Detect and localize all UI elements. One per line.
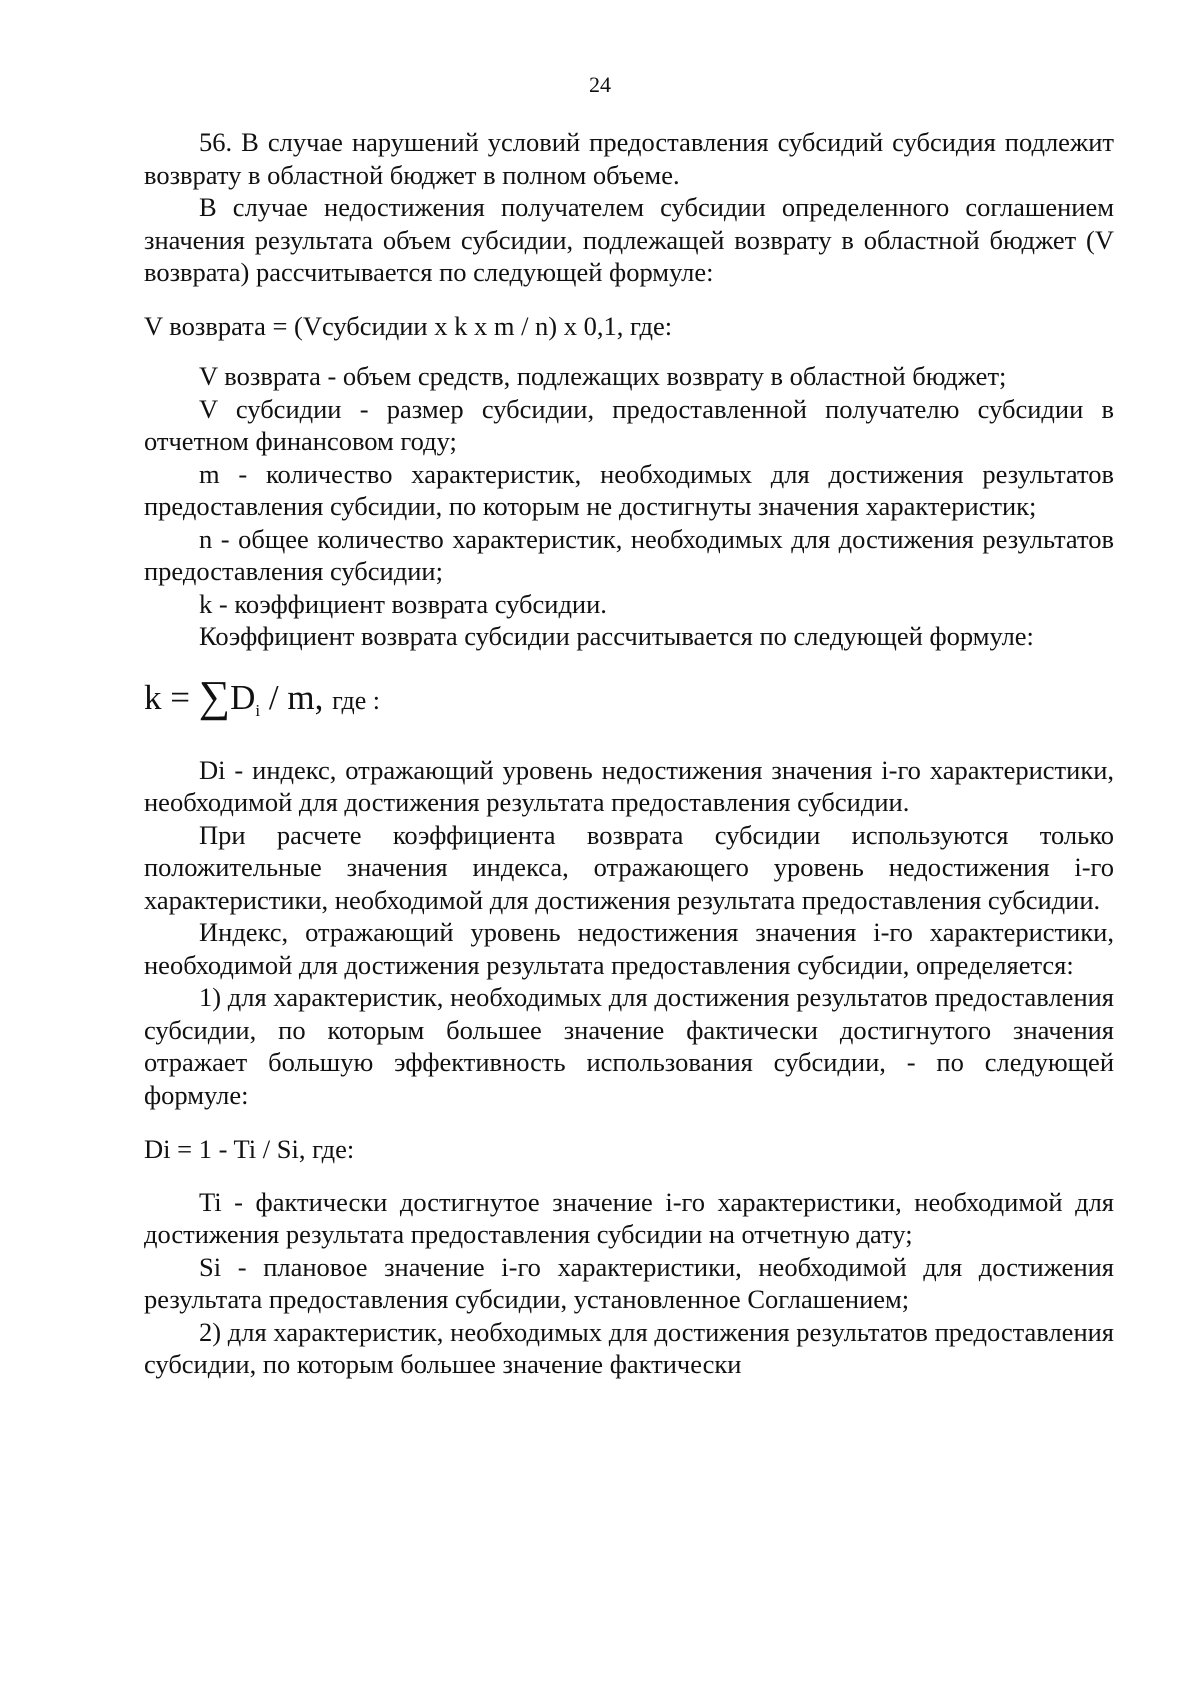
definition-v-subsidy: V субсидии - размер субсидии, предоставленной получателю субсидии в отчетном финансовом году; [144,393,1114,456]
list-item-2: 2) для характеристик, необходимых для достижения результатов предоставления субсидии, по которым большее значение фактически [144,1316,1114,1379]
formula-k [144,665,1114,734]
definition-di: Di - индекс, отражающий уровень недостижения значения i-го характеристики, необходимой для достижения результата предоставления субсидии. [144,754,1114,817]
formula-k-subscript: i [255,700,261,720]
paragraph-index: Индекс, отражающий уровень недостижения значения i-го характеристики, необходимой для достижения результата предоставления субсидии, определяется: [144,917,1114,980]
paragraph-positive-values: При расчете коэффициента возврата субсидии используются только положительные значения индекса, отражающего уровень недостижения i-го характеристики, необходимой для достижения результата предоставления субсидии. [144,819,1114,915]
definition-si: Si - плановое значение i-го характеристики, необходимой для достижения результата предоставления субсидии, установленное Соглашением; [144,1251,1114,1314]
definition-ti: Ti - фактически достигнутое значение i-го характеристики, необходимой для достижения результата предоставления субсидии на отчетную дату; [144,1186,1114,1249]
paragraph-shortfall: В случае недостижения получателем субсидии определенного соглашением значения результата объем субсидии, подлежащей возврату в областной бюджет (V возврата) рассчитывается по следующей формуле: [144,192,1114,287]
list-item-1: 1) для характеристик, необходимых для достижения результатов предоставления субсидии, по которым большее значение фактически достигнутого значения отражает большую эффективность использования субсидии, - по следующей формуле: [144,982,1114,1110]
formula-k-rest: / m, [268,677,324,717]
formula-k-d: D [230,677,256,717]
document-body [144,126,1114,1381]
definition-v-return: V возврата - объем средств, подлежащих возврату в областной бюджет; [199,361,1007,391]
page-number: 24 [589,72,611,97]
definition-m: m - количество характеристик, необходимых для достижения результатов предоставления субсидии, по которым не достигнуты значения характеристик; [144,458,1114,521]
formula-k-lhs: k = [144,677,190,717]
definition-k: k - коэффициент возврата субсидии. [199,588,607,619]
formula-k-where: где : [332,685,380,715]
paragraph-k-intro: Коэффициент возврата субсидии рассчитывается по следующей формуле: [199,621,1034,651]
paragraph-56: 56. В случае нарушений условий предоставления субсидий субсидия подлежит возврату в областной бюджет в полном объеме. [144,127,1114,190]
sum-sign: ∑ [198,671,231,721]
formula-v-return: V возврата = (Vсубсидии x k x m / n) x 0,1, где: [144,310,673,341]
definition-n: n - общее количество характеристик, необходимых для достижения результатов предоставления субсидии; [144,523,1114,586]
formula-di: Di = 1 - Ti / Si, где: [144,1134,355,1164]
